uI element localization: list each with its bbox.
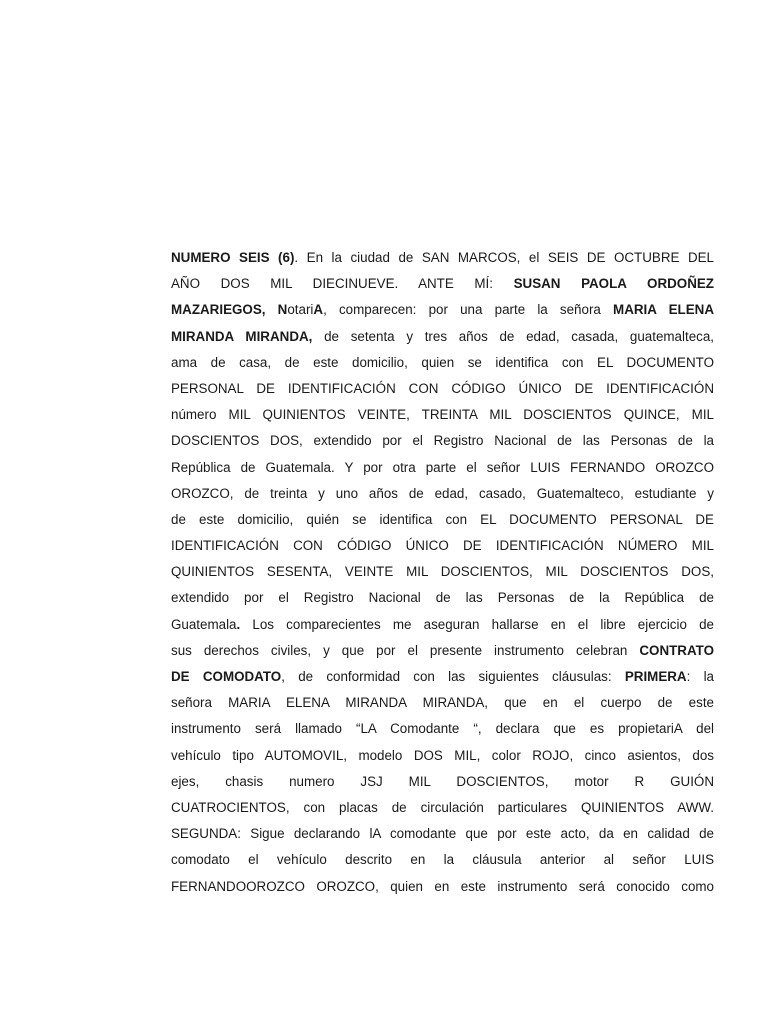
document-line bbox=[171, 402, 714, 428]
text-run: Los comparecientes me aseguran hallarse en el libre ejercicio de bbox=[240, 616, 714, 632]
bold-text-run: CONTRATO bbox=[639, 642, 714, 658]
text-run: vehículo tipo AUTOMOVIL, modelo DOS MIL, color ROJO, cinco asientos, dos bbox=[171, 747, 714, 763]
text-run: . En la ciudad de SAN MARCOS, el SEIS DE OCTUBRE DEL bbox=[294, 250, 714, 265]
text-run: señora MARIA ELENA MIRANDA MIRANDA, que en el cuerpo de este bbox=[171, 695, 714, 711]
document-line bbox=[171, 716, 714, 742]
text-run: AÑO DOS MIL DIECINUEVE. ANTE MÍ: bbox=[171, 276, 514, 292]
bold-text-run: NUMERO SEIS (6) bbox=[171, 250, 295, 265]
text-run: otari bbox=[287, 302, 314, 318]
document-line bbox=[171, 428, 714, 454]
bold-text-run: . bbox=[236, 616, 241, 632]
text-run: OROZCO, de treinta y uno años de edad, casado, Guatemalteco, estudiante y bbox=[171, 485, 714, 501]
text-run: , comparecen: por una parte la señora bbox=[323, 302, 614, 318]
document-line bbox=[171, 638, 714, 664]
text-run: extendido por el Registro Nacional de las Personas de la República de bbox=[171, 590, 714, 606]
text-run: CUATROCIENTOS, con placas de circulación particulares QUINIENTOS AWW. bbox=[171, 799, 714, 815]
text-run: de este domicilio, quién se identifica con EL DOCUMENTO PERSONAL DE bbox=[171, 511, 714, 527]
bold-text-run: SUSAN PAOLA ORDOÑEZ bbox=[513, 276, 714, 292]
bold-text-run: A bbox=[313, 302, 324, 318]
document-line bbox=[171, 350, 714, 376]
text-run: sus derechos civiles, y que por el presente instrumento celebran bbox=[171, 642, 640, 658]
text-run: , de conformidad con las siguientes cláusulas: bbox=[281, 669, 625, 684]
document-line bbox=[171, 481, 714, 507]
document-line bbox=[171, 271, 714, 297]
text-run: PERSONAL DE IDENTIFICACIÓN CON CÓDIGO ÚNICO DE IDENTIFICACIÓN bbox=[171, 380, 714, 396]
bold-text-run: MARIA ELENA bbox=[613, 302, 714, 318]
text-run: QUINIENTOS SESENTA, VEINTE MIL DOSCIENTOS, MIL DOSCIENTOS DOS, bbox=[171, 564, 714, 580]
text-run: de setenta y tres años de edad, casada, guatemalteca, bbox=[312, 328, 714, 344]
text-run: FERNANDOOROZCO OROZCO, quien en este instrumento será conocido como bbox=[171, 878, 714, 894]
document-line bbox=[171, 612, 714, 638]
document-line bbox=[171, 324, 714, 350]
document-line bbox=[171, 376, 714, 402]
text-run: número MIL QUINIENTOS VEINTE, TREINTA MIL DOSCIENTOS QUINCE, MIL bbox=[171, 407, 714, 423]
text-run: República de Guatemala. Y por otra parte el señor LUIS FERNANDO OROZCO bbox=[171, 459, 714, 475]
text-run: ejes, chasis numero JSJ MIL DOSCIENTOS, motor R GUIÓN bbox=[171, 773, 714, 789]
document-line bbox=[171, 795, 714, 821]
document-line bbox=[171, 533, 714, 559]
document-line bbox=[171, 507, 714, 533]
document-line bbox=[171, 847, 714, 873]
document-line bbox=[171, 585, 714, 611]
text-run: Guatemala bbox=[171, 616, 237, 632]
text-run: ama de casa, de este domicilio, quien se identifica con EL DOCUMENTO bbox=[171, 354, 714, 370]
document-line bbox=[171, 769, 714, 795]
bold-text-run: MIRANDA MIRANDA, bbox=[171, 328, 313, 344]
document-line bbox=[171, 455, 714, 481]
bold-text-run: MAZARIEGOS, N bbox=[171, 302, 288, 318]
text-run: SEGUNDA: Sigue declarando lA comodante que por este acto, da en calidad de bbox=[171, 826, 714, 842]
document-line bbox=[171, 297, 714, 323]
bold-text-run: DE COMODATO bbox=[171, 669, 282, 684]
document-line bbox=[171, 874, 714, 900]
document-line bbox=[171, 245, 714, 271]
document-line bbox=[171, 690, 714, 716]
text-run: comodato el vehículo descrito en la cláusula anterior al señor LUIS bbox=[171, 852, 714, 868]
document-body bbox=[171, 245, 714, 900]
document-line bbox=[171, 559, 714, 585]
bold-text-run: PRIMERA bbox=[624, 669, 687, 684]
document-line bbox=[171, 664, 714, 690]
text-run: instrumento será llamado “LA Comodante “, declara que es propietariA del bbox=[171, 721, 714, 737]
text-run: : la bbox=[686, 669, 714, 684]
text-run: IDENTIFICACIÓN CON CÓDIGO ÚNICO DE IDENTIFICACIÓN NÚMERO MIL bbox=[171, 538, 714, 554]
text-run: DOSCIENTOS DOS, extendido por el Registro Nacional de las Personas de la bbox=[171, 433, 714, 449]
document-line bbox=[171, 743, 714, 769]
document-line bbox=[171, 821, 714, 847]
